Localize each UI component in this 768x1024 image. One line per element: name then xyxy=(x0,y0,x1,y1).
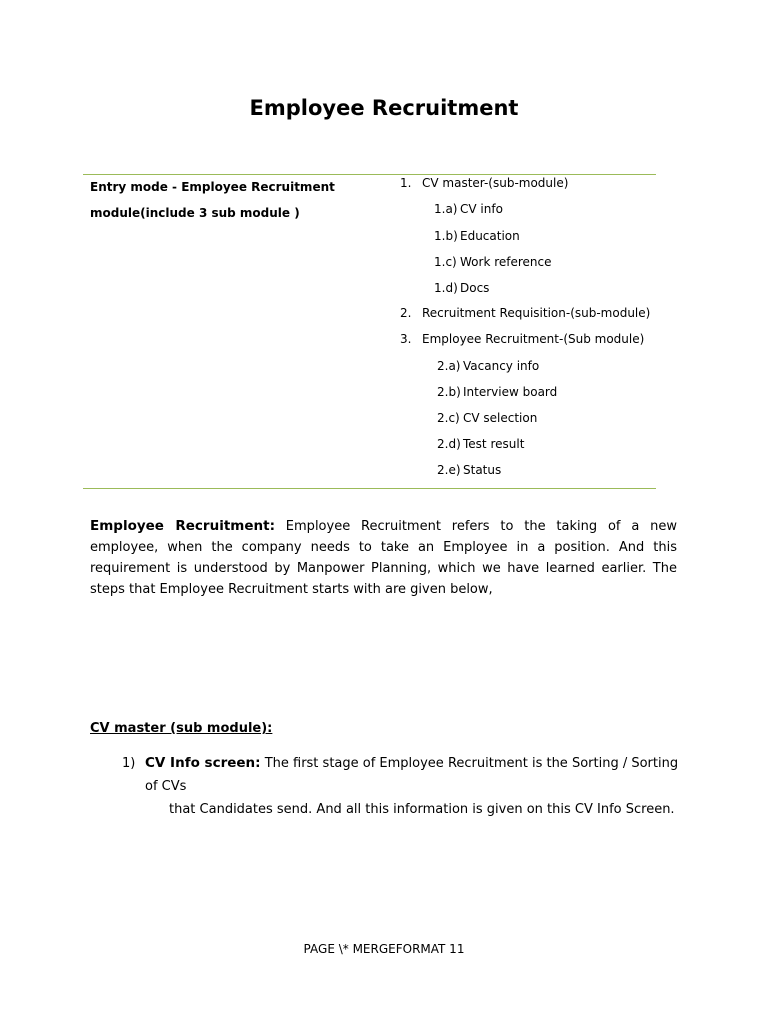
document-page: Employee Recruitment Entry mode - Employee Recruitment module(include 3 sub module ) 1. CV master-(sub-module) 1.a) CV info 1.b) Education 1.c) Work reference 1.d) Docs 2. Recruitment Requisition-(sub-module) 3. Employee Recruitment-(Sub module) 2.a) Vacancy info 2.b) Interview board 2.c) CV selection 2.d) Test result 2.e) Status Employee Recruitment: Employee Recruitment refers to the taking of a new employee, when the company needs to take an Employee in a position. And this requirement is understood by Manpower Planning, which we have learned earlier. The steps that Employee Recruitment starts with are given below, CV master (sub module): 1) CV Info screen: The first stage of Employee Recruitment is the Sorting / Sorting of CVs that Candidates send. And all this information is given on this CV Info Screen. PAGE \* MERGEFORMAT 11 xyxy=(0,0,768,1024)
table-bottom-rule xyxy=(83,488,656,489)
entry-mode-line-1: Entry mode - Employee Recruitment xyxy=(90,180,335,194)
step-lead: CV Info screen: xyxy=(145,755,261,771)
step-text-line-2: that Candidates send. And all this information is given on this CV Info Screen. xyxy=(169,802,675,817)
entry-mode-line-2: module(include 3 sub module ) xyxy=(90,206,300,220)
document-title: Employee Recruitment xyxy=(249,96,519,120)
page-footer: PAGE \* MERGEFORMAT 11 xyxy=(303,942,465,956)
step-number: 1) xyxy=(122,756,136,771)
step-text-line-1: The first stage of Employee Recruitment is the Sorting / Sorting of CVs xyxy=(145,756,679,794)
cv-master-heading: CV master (sub module): xyxy=(90,721,273,736)
intro-lead: Employee Recruitment: xyxy=(90,518,275,534)
entry-mode-cell xyxy=(90,174,380,226)
intro-paragraph xyxy=(90,516,677,600)
intro-text: Employee Recruitment refers to the taking of a new employee, when the company needs to take an Employee in a position. And this requirement is understood by Manpower Planning, which we have learned earlier. The steps that Employee Recruitment starts with are given below, xyxy=(90,519,677,597)
